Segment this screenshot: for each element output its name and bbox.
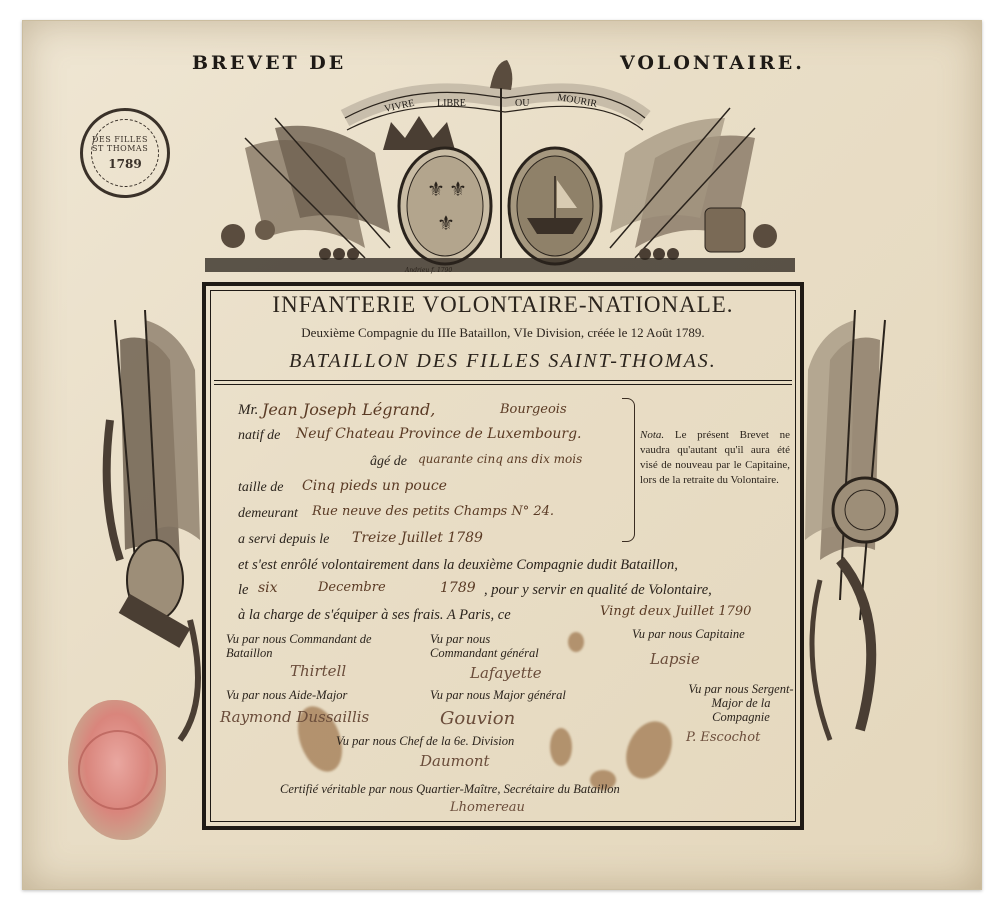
battalion-title: BATAILLON DES FILLES SAINT-THOMAS. xyxy=(289,350,717,372)
enroll-month: Decembre xyxy=(318,580,386,595)
volunteer-name: Jean Joseph Légrand, xyxy=(262,400,436,419)
motto-ou: OU xyxy=(515,98,530,109)
commandant-signature: Thirtell xyxy=(290,662,347,680)
unit-title: INFANTERIE VOLONTAIRE-NATIONALE. xyxy=(272,292,734,317)
date-line-prefix: le xyxy=(238,582,249,598)
volunteer-prefix: Mr. xyxy=(238,402,259,418)
residence-label: demeurant xyxy=(238,506,298,521)
sergent-major-signature: P. Escochot xyxy=(686,730,761,745)
major-general-signature: Gouvion xyxy=(440,708,516,729)
certifie-label: Certifié véritable par nous Quartier-Maître, Secrétaire du Bataillon xyxy=(280,782,620,796)
volunteer-occupation: Bourgeois xyxy=(500,402,567,417)
capitaine-signature: Lapsie xyxy=(650,650,700,668)
left-side-trophy xyxy=(100,300,210,750)
nota-box xyxy=(640,428,790,488)
divider xyxy=(214,384,792,385)
enroll-year: 1789 xyxy=(440,580,476,596)
height-label: taille de xyxy=(238,480,284,495)
chef-division-signature: Daumont xyxy=(420,752,490,770)
enrollment-line: et s'est enrôlé volontairement dans la deuxième Compagnie dudit Bataillon, xyxy=(238,557,678,573)
residence-value: Rue neuve des petits Champs N° 24. xyxy=(312,504,555,519)
enroll-day: six xyxy=(258,580,278,596)
age-label: âgé de xyxy=(370,454,407,469)
native-value: Neuf Chateau Province de Luxembourg. xyxy=(296,426,582,442)
served-value: Treize Juillet 1789 xyxy=(352,530,483,546)
header-right-word: VOLONTAIRE. xyxy=(620,52,805,74)
svg-text:⚜: ⚜ xyxy=(437,211,455,235)
company-subtitle: Deuxième Compagnie du IIIe Bataillon, VIe Division, créée le 12 Août 1789. xyxy=(301,325,705,340)
motto-libre: LIBRE xyxy=(437,98,466,109)
motto-mourir: MOURIR xyxy=(556,92,598,110)
divider xyxy=(214,380,792,381)
height-value: Cinq pieds un pouce xyxy=(302,478,447,494)
age-value: quarante cinq ans dix mois xyxy=(418,452,583,466)
native-label: natif de xyxy=(238,428,281,443)
svg-text:⚜: ⚜ xyxy=(427,177,445,201)
major-general-label: Vu par nous Major général xyxy=(430,688,566,702)
commandant-label: Vu par nous Commandant de Bataillon xyxy=(226,632,372,660)
served-label: a servi depuis le xyxy=(238,532,330,547)
equip-line: à la charge de s'équiper à ses frais. A Paris, ce xyxy=(238,607,511,623)
aide-major-label: Vu par nous Aide-Major xyxy=(226,688,348,702)
stamp-year: 1789 xyxy=(108,157,142,171)
chef-division-label: Vu par nous Chef de la 6e. Division xyxy=(336,734,515,748)
header-left-word: BREVET DE xyxy=(192,52,347,74)
aide-major-signature: Raymond Dussaillis xyxy=(220,708,370,726)
stamp-text: DES FILLES ST THOMAS xyxy=(92,135,149,153)
nota-text: Le présent Brevet ne vaudra qu'autant qu'il aura été visé de nouveau par le Capitaine, lors de la retraite du Volontaire. xyxy=(640,429,791,486)
nota-label: Nota. xyxy=(640,429,665,441)
details-bracket xyxy=(622,398,635,542)
service-line: , pour y servir en qualité de Volontaire, xyxy=(484,582,712,598)
svg-text:⚜: ⚜ xyxy=(449,177,467,201)
general-signature: Lafayette xyxy=(470,664,542,682)
ink-stamp xyxy=(80,108,170,198)
engraver-signature: Andrieu f. 1790 xyxy=(405,267,453,274)
general-label: Vu par nous Commandant général xyxy=(430,632,539,660)
sergent-major-label: Vu par nous Sergent-Major de la Compagnie xyxy=(688,682,794,724)
top-engraving-trophy xyxy=(205,58,795,278)
seal-emblem xyxy=(78,730,158,810)
issue-date: Vingt deux Juillet 1790 xyxy=(600,604,752,619)
motto-vivre: VIVRE xyxy=(383,97,416,115)
certifie-signature: Lhomereau xyxy=(450,800,525,815)
capitaine-label: Vu par nous Capitaine xyxy=(632,627,745,641)
right-side-trophy xyxy=(800,300,900,750)
